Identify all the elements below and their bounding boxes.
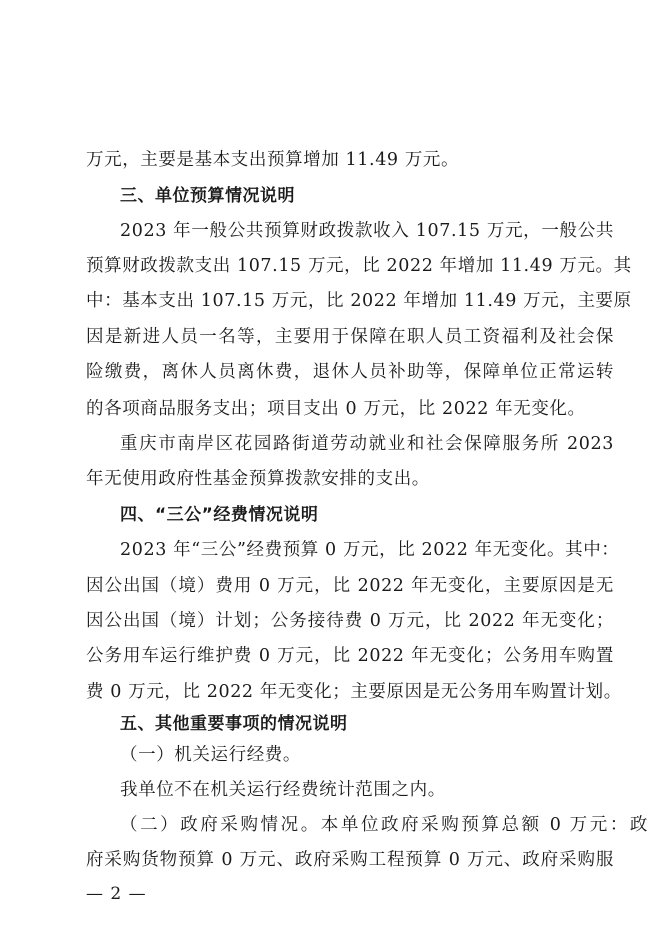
paragraph-line: 预算财政拨款支出 107.15 万元，比 2022 年增加 11.49 万元。其: [86, 256, 632, 276]
paragraph-line: 万元，主要是基本支出预算增加 11.49 万元。: [86, 150, 460, 170]
paragraph-line: 因公出国（境）计划；公务接待费 0 万元，比 2022 年无变化；: [86, 611, 614, 631]
section-heading-5: 五、其他重要事项的情况说明: [120, 714, 348, 734]
paragraph-line: 费 0 万元，比 2022 年无变化；主要原因是无公务用车购置计划。: [86, 682, 622, 702]
paragraph-line: 2023 年一般公共预算财政拨款收入 107.15 万元，一般公共: [120, 221, 614, 241]
paragraph-line: 我单位不在机关运行经费统计范围之内。: [120, 780, 446, 800]
paragraph-line: 2023 年“三公”经费预算 0 万元，比 2022 年无变化。其中：: [120, 540, 620, 560]
paragraph-line: 的各项商品服务支出；项目支出 0 万元，比 2022 年无变化。: [86, 399, 586, 419]
subsection-heading-2: （二）政府采购情况。本单位政府采购预算总额 0 万元：政: [120, 815, 648, 835]
section-heading-3: 三、单位预算情况说明: [120, 186, 295, 206]
paragraph-line: 因公出国（境）费用 0 万元，比 2022 年无变化，主要原因是无: [86, 576, 614, 596]
paragraph-line: 因是新进人员一名等，主要用于保障在职人员工资福利及社会保: [86, 327, 614, 347]
paragraph-line: 险缴费，离休人员离休费，退休人员补助等，保障单位正常运转: [86, 362, 614, 382]
page-number: — 2 —: [86, 884, 147, 904]
paragraph-line: 中：基本支出 107.15 万元，比 2022 年增加 11.49 万元，主要原: [86, 291, 632, 311]
paragraph-line: 年无使用政府性基金预算拨款安排的支出。: [86, 469, 430, 489]
subsection-heading-1: （一）机关运行经费。: [120, 745, 301, 765]
paragraph-line: 重庆市南岸区花园路街道劳动就业和社会保障服务所 2023: [120, 434, 614, 454]
section-heading-4: 四、“三公”经费情况说明: [120, 505, 319, 525]
paragraph-line: 公务用车运行维护费 0 万元，比 2022 年无变化；公务用车购置: [86, 646, 614, 666]
paragraph-line: 府采购货物预算 0 万元、政府采购工程预算 0 万元、政府采购服: [86, 850, 614, 870]
